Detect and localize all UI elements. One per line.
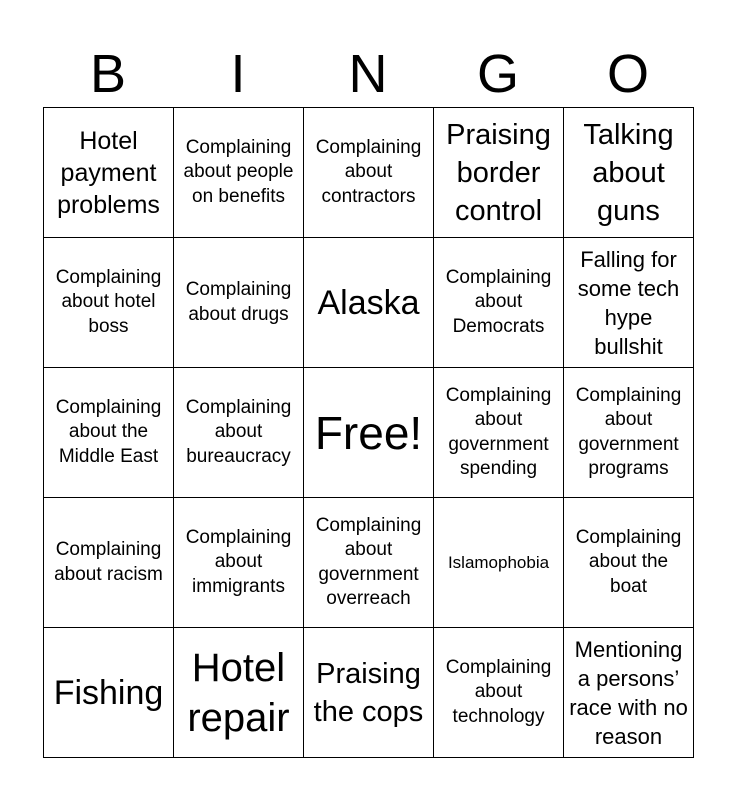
cell-text: Complaining about racism bbox=[54, 539, 163, 585]
board-row bbox=[44, 238, 694, 368]
cell-text: Complaining about technology bbox=[445, 656, 552, 727]
board-row bbox=[44, 498, 694, 628]
cell-text: Complaining about the boat bbox=[575, 526, 682, 597]
cell-text: Complaining about bureaucracy bbox=[185, 396, 292, 467]
bingo-cell[interactable] bbox=[304, 628, 434, 758]
bingo-cell[interactable] bbox=[564, 368, 694, 498]
cell-text: Complaining about people on benefits bbox=[183, 136, 294, 207]
cell-text: Hotel payment problems bbox=[57, 126, 160, 219]
bingo-cell[interactable] bbox=[564, 628, 694, 758]
cell-text: Complaining about Democrats bbox=[445, 266, 552, 337]
board-row bbox=[44, 628, 694, 758]
bingo-cell[interactable] bbox=[44, 238, 174, 368]
header-letter-b: B bbox=[89, 44, 127, 104]
bingo-cell[interactable] bbox=[174, 108, 304, 238]
cell-text: Alaska bbox=[317, 283, 420, 322]
cell-text: Complaining about government overreach bbox=[315, 514, 422, 609]
cell-text: Talking about guns bbox=[583, 118, 674, 227]
cell-text: Falling for some tech hype bullshit bbox=[577, 246, 680, 359]
board-row bbox=[44, 108, 694, 238]
bingo-cell[interactable] bbox=[174, 628, 304, 758]
cell-text: Mentioning a persons’ race with no reason bbox=[569, 636, 688, 749]
cell-text: Complaining about government programs bbox=[575, 384, 682, 479]
bingo-cell[interactable] bbox=[304, 238, 434, 368]
free-space-label: Free! bbox=[314, 406, 423, 459]
cell-text: Praising the cops bbox=[313, 657, 424, 728]
bingo-cell[interactable] bbox=[434, 498, 564, 628]
bingo-cell[interactable] bbox=[304, 498, 434, 628]
header-letter-i: I bbox=[230, 44, 246, 104]
bingo-cell[interactable] bbox=[434, 238, 564, 368]
bingo-cell[interactable] bbox=[304, 108, 434, 238]
cell-text: Complaining about drugs bbox=[185, 279, 292, 325]
cell-text: Complaining about government spending bbox=[445, 384, 552, 479]
bingo-board bbox=[43, 107, 694, 758]
bingo-cell[interactable] bbox=[434, 628, 564, 758]
bingo-cell[interactable] bbox=[44, 498, 174, 628]
bingo-cell[interactable] bbox=[434, 368, 564, 498]
bingo-cell[interactable] bbox=[174, 498, 304, 628]
bingo-cell[interactable] bbox=[564, 238, 694, 368]
cell-text: Complaining about immigrants bbox=[185, 526, 292, 597]
bingo-header bbox=[43, 40, 693, 108]
cell-text: Complaining about the Middle East bbox=[55, 396, 162, 467]
bingo-cell[interactable] bbox=[44, 628, 174, 758]
header-letter-n: N bbox=[348, 44, 388, 104]
cell-text: Praising border control bbox=[446, 118, 551, 227]
bingo-cell[interactable] bbox=[564, 498, 694, 628]
board-row bbox=[44, 368, 694, 498]
bingo-cell[interactable] bbox=[44, 108, 174, 238]
bingo-cell[interactable] bbox=[564, 108, 694, 238]
free-space-cell[interactable] bbox=[304, 368, 434, 498]
cell-text: Islamophobia bbox=[447, 552, 550, 572]
bingo-cell[interactable] bbox=[44, 368, 174, 498]
header-letter-g: G bbox=[476, 44, 519, 104]
cell-text: Fishing bbox=[53, 673, 164, 712]
cell-text: Hotel repair bbox=[187, 645, 290, 740]
header-letter-o: O bbox=[606, 44, 649, 104]
cell-text: Complaining about hotel boss bbox=[55, 266, 162, 337]
bingo-cell[interactable] bbox=[434, 108, 564, 238]
bingo-cell[interactable] bbox=[174, 368, 304, 498]
cell-text: Complaining about contractors bbox=[315, 136, 422, 207]
bingo-cell[interactable] bbox=[174, 238, 304, 368]
